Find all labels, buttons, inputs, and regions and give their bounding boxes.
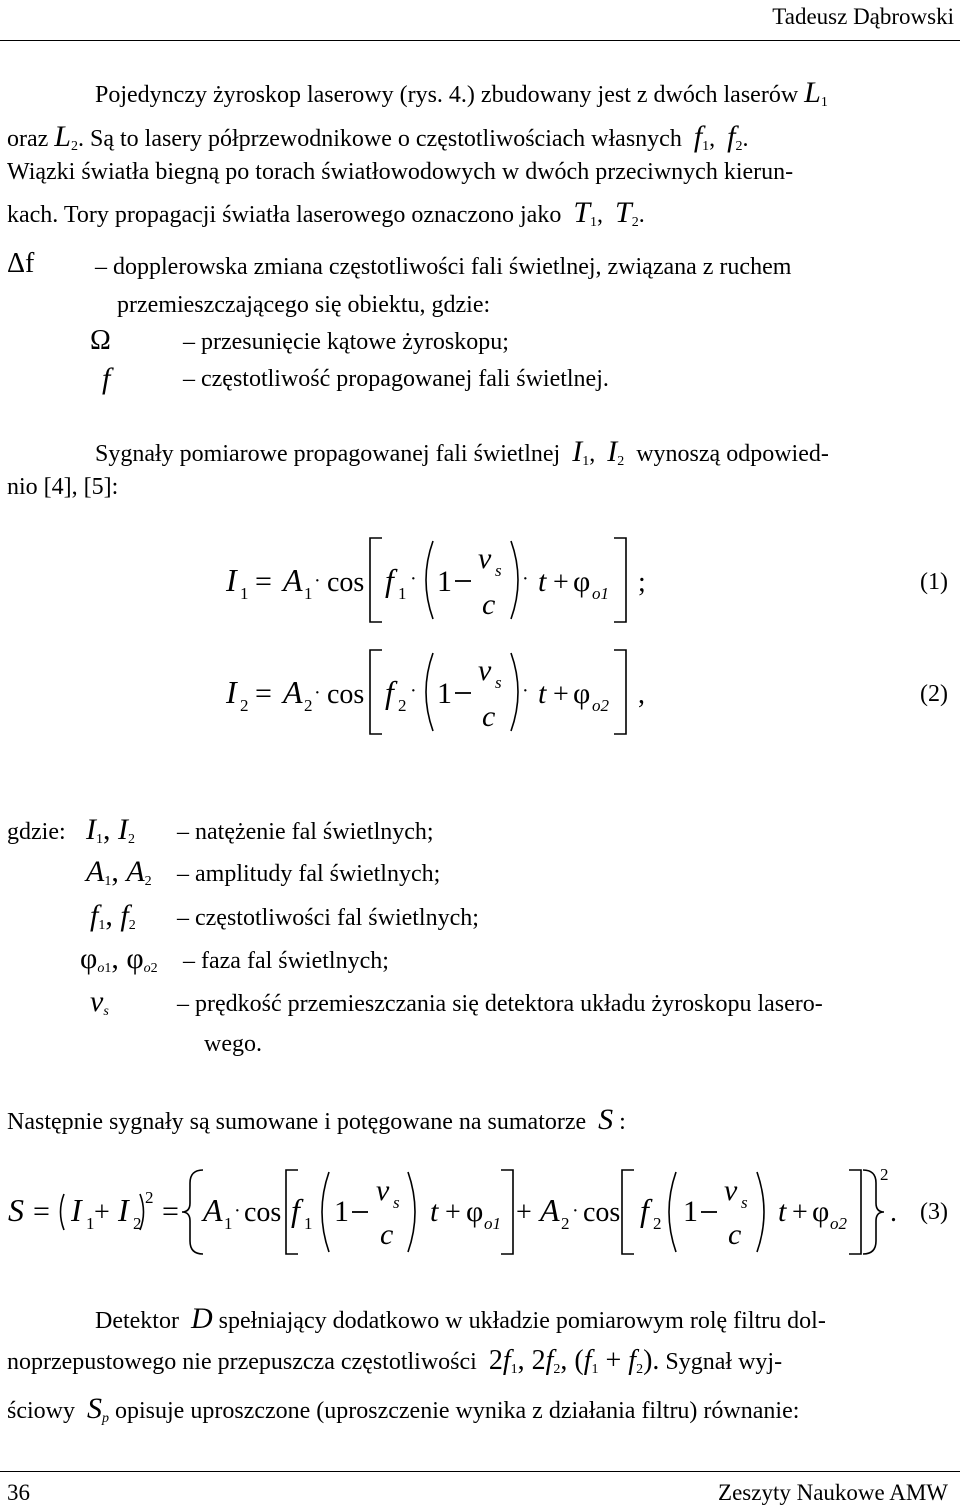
svg-text:S: S bbox=[8, 1192, 24, 1228]
legend-item: – prędkość przemieszczania się detektora układu żyroskopu lasero- bbox=[177, 991, 823, 1017]
legend-symbol-v: $v_s$ bbox=[90, 985, 109, 1019]
svg-text:cos: cos bbox=[583, 1197, 621, 1228]
svg-text:t: t bbox=[430, 1195, 439, 1228]
svg-text:·: · bbox=[410, 680, 417, 702]
page-number: 36 bbox=[7, 1480, 30, 1505]
svg-text:I: I bbox=[71, 1192, 82, 1228]
svg-text:·: · bbox=[522, 568, 529, 590]
svg-text:A: A bbox=[283, 674, 303, 710]
legend-continuation: wego. bbox=[204, 1031, 262, 1057]
legend-symbol-f: $f_1$, $f_2$ bbox=[90, 899, 136, 933]
svg-text:·: · bbox=[234, 1200, 241, 1222]
svg-text:φ: φ bbox=[466, 1195, 484, 1228]
eq3-paren1-open bbox=[322, 1172, 329, 1252]
svg-text:f: f bbox=[385, 562, 394, 598]
svg-text:A: A bbox=[540, 1192, 560, 1228]
para1-line1: Pojedynczy żyroskop laserowy (rys. 4.) zbudowany jest z dwóch laserów $L_1$ bbox=[95, 76, 828, 110]
svg-text:v: v bbox=[376, 1174, 390, 1207]
eq3-paren1-close bbox=[408, 1172, 415, 1252]
svg-text:+: + bbox=[553, 679, 569, 710]
para4-line3: ściowy $S_p$ opisuje uproszczone (uproszczenie wynika z działania filtru) równanie: bbox=[7, 1392, 800, 1426]
svg-text:·: · bbox=[314, 570, 321, 592]
svg-text:,: , bbox=[638, 679, 645, 710]
svg-text:;: ; bbox=[638, 567, 646, 598]
para4-line1: Detektor D spełniający dodatkowo w układzie pomiarowym rolę filtru dol- bbox=[95, 1302, 826, 1335]
svg-text:·: · bbox=[410, 568, 417, 590]
svg-text:I: I bbox=[226, 674, 237, 710]
eq3-bracket2-close bbox=[849, 1170, 861, 1254]
svg-text:v: v bbox=[478, 654, 492, 687]
eq2-label: (2) bbox=[920, 681, 948, 707]
svg-text:c: c bbox=[482, 700, 496, 733]
svg-text:o2: o2 bbox=[592, 696, 609, 715]
svg-text:+: + bbox=[94, 1197, 110, 1228]
delta-f-description: – dopplerowska zmiana częstotliwości fali świetlnej, związana z ruchem bbox=[95, 254, 792, 280]
svg-text:=: = bbox=[162, 1195, 179, 1228]
para1-line2: oraz $L_2$. Są to lasery półprzewodnikowe o częstotliwościach własnych $f_1$, $f_2$. bbox=[7, 120, 749, 154]
legend-symbol-I: $I_1$, $I_2$ bbox=[86, 813, 135, 847]
svg-text:o1: o1 bbox=[484, 1214, 501, 1233]
svg-text:=: = bbox=[255, 677, 272, 710]
svg-text:2: 2 bbox=[561, 1214, 570, 1233]
omega-description: – przesunięcie kątowe żyroskopu; bbox=[183, 329, 509, 355]
svg-text:t: t bbox=[538, 677, 547, 710]
legend-item: – natężenie fal świetlnych; bbox=[177, 819, 434, 845]
svg-text:f: f bbox=[291, 1192, 300, 1228]
svg-text:A: A bbox=[203, 1192, 223, 1228]
legend-symbol-A: $A_1$, $A_2$ bbox=[86, 855, 152, 889]
svg-text:1: 1 bbox=[437, 565, 452, 598]
eq3-left-brace bbox=[182, 1170, 203, 1254]
svg-text:+: + bbox=[516, 1197, 532, 1228]
svg-text:t: t bbox=[778, 1195, 787, 1228]
para2-line2: nio [4], [5]: bbox=[7, 474, 119, 500]
svg-text:=: = bbox=[255, 565, 272, 598]
omega-symbol: Ω bbox=[90, 325, 111, 356]
journal-name: Zeszyty Naukowe AMW bbox=[718, 1480, 948, 1505]
svg-text:2: 2 bbox=[240, 696, 249, 715]
svg-text:2: 2 bbox=[133, 1214, 142, 1233]
eq1-label: (1) bbox=[920, 569, 948, 595]
svg-text:cos: cos bbox=[244, 1197, 282, 1228]
svg-text:A: A bbox=[283, 562, 303, 598]
svg-text:φ: φ bbox=[812, 1195, 830, 1228]
svg-text:f: f bbox=[385, 674, 394, 710]
svg-text:c: c bbox=[482, 588, 496, 621]
legend-item: – częstotliwości fal świetlnych; bbox=[177, 905, 479, 931]
svg-text:.: . bbox=[890, 1197, 897, 1228]
svg-text:+: + bbox=[445, 1197, 461, 1228]
svg-text:o1: o1 bbox=[592, 584, 609, 603]
svg-text:+: + bbox=[553, 567, 569, 598]
eq3-paren2-open bbox=[669, 1172, 676, 1252]
eq3-label: (3) bbox=[920, 1199, 948, 1225]
footer-rule bbox=[0, 1471, 960, 1472]
eq3-paren2-close bbox=[757, 1172, 764, 1252]
svg-text:t: t bbox=[538, 565, 547, 598]
svg-text:I: I bbox=[118, 1192, 129, 1228]
svg-text:2: 2 bbox=[653, 1214, 662, 1233]
svg-text:cos: cos bbox=[327, 567, 365, 598]
legend-item: – amplitudy fal świetlnych; bbox=[177, 861, 441, 887]
svg-text:φ: φ bbox=[573, 565, 591, 598]
para3: Następnie sygnały są sumowane i potęgowane na sumatorze S : bbox=[7, 1103, 626, 1136]
svg-text:cos: cos bbox=[327, 679, 365, 710]
svg-text:2: 2 bbox=[145, 1188, 154, 1207]
svg-text:I: I bbox=[226, 562, 237, 598]
svg-text:1: 1 bbox=[334, 1195, 349, 1228]
svg-text:v: v bbox=[724, 1174, 738, 1207]
legend-item: – faza fal świetlnych; bbox=[183, 948, 389, 974]
svg-text:c: c bbox=[380, 1218, 394, 1251]
svg-text:v: v bbox=[478, 542, 492, 575]
delta-f-description-cont: przemieszczającego się obiektu, gdzie: bbox=[117, 292, 491, 318]
svg-text:s: s bbox=[495, 673, 502, 692]
svg-text:s: s bbox=[495, 561, 502, 580]
para4-line2: noprzepustowego nie przepuszcza częstotliwości $2f_1$, $2f_2$, $(f_1 + f_2)$. Sygnał wyj- bbox=[7, 1345, 783, 1377]
svg-text:1: 1 bbox=[437, 677, 452, 710]
svg-text:·: · bbox=[522, 680, 529, 702]
para1-line4: kach. Tory propagacji światła laserowego oznaczono jako $T_1$, $T_2$. bbox=[7, 196, 645, 230]
svg-text:2: 2 bbox=[304, 696, 313, 715]
svg-text:1: 1 bbox=[224, 1214, 233, 1233]
svg-text:1: 1 bbox=[86, 1214, 95, 1233]
eq3-paren-open bbox=[61, 1194, 65, 1230]
svg-text:·: · bbox=[314, 682, 321, 704]
para2-line1: Sygnały pomiarowe propagowanej fali świetlnej $I_1$, $I_2$ wynoszą odpowied- bbox=[95, 435, 829, 469]
svg-text:o2: o2 bbox=[830, 1214, 847, 1233]
legend-intro: gdzie: bbox=[7, 819, 66, 845]
delta-f-symbol: Δf bbox=[7, 248, 35, 279]
eq3-bracket1-close bbox=[501, 1170, 513, 1254]
svg-text:φ: φ bbox=[573, 677, 591, 710]
svg-text:s: s bbox=[393, 1193, 400, 1212]
svg-text:+: + bbox=[792, 1197, 808, 1228]
f-symbol: f bbox=[102, 362, 111, 395]
svg-text:1: 1 bbox=[398, 584, 407, 603]
f-description: – częstotliwość propagowanej fali świetlnej. bbox=[183, 366, 609, 392]
svg-text:2: 2 bbox=[398, 696, 407, 715]
svg-text:1: 1 bbox=[240, 584, 249, 603]
svg-text:f: f bbox=[640, 1192, 649, 1228]
svg-text:2: 2 bbox=[880, 1165, 889, 1184]
svg-text:=: = bbox=[33, 1195, 50, 1228]
svg-text:1: 1 bbox=[304, 1214, 313, 1233]
svg-text:1: 1 bbox=[304, 584, 313, 603]
svg-text:c: c bbox=[728, 1218, 742, 1251]
running-header-author: Tadeusz Dąbrowski bbox=[772, 4, 954, 29]
legend-symbol-phi: $\varphi_{o1}$, $\varphi_{o2}$ bbox=[80, 942, 158, 976]
svg-text:1: 1 bbox=[683, 1195, 698, 1228]
para1-line3: Wiązki światła biegną po torach światłowodowych w dwóch przeciwnych kierun- bbox=[7, 159, 794, 185]
eq3-bracket2-open bbox=[622, 1170, 634, 1254]
svg-text:·: · bbox=[572, 1200, 579, 1222]
svg-text:s: s bbox=[741, 1193, 748, 1212]
